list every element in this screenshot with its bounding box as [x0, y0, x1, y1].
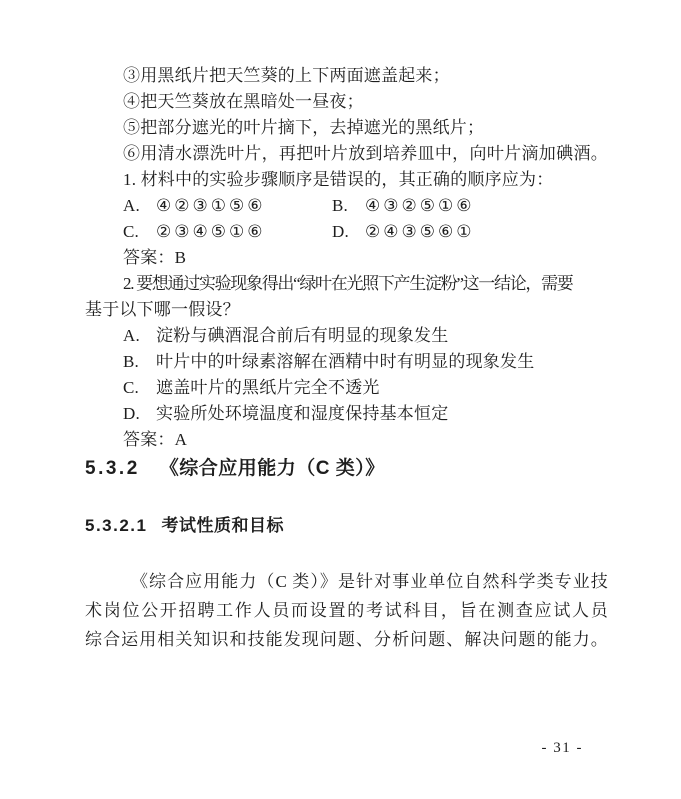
option-b	[85, 352, 534, 371]
option-c	[85, 222, 265, 241]
option-text: ②④③⑤⑥①	[365, 222, 475, 241]
question-2-option-b	[85, 349, 608, 375]
option-text: 遮盖叶片的黑纸片完全不透光	[156, 378, 380, 397]
option-d	[332, 219, 474, 245]
question-1-stem: 1. 材料中的实验步骤顺序是错误的，其正确的顺序应为：	[123, 170, 554, 189]
option-text: ②③④⑤①⑥	[156, 222, 266, 241]
option-a	[85, 326, 448, 345]
option-c	[85, 378, 380, 397]
option-text: ④②③①⑤⑥	[156, 196, 266, 215]
option-text: 叶片中的叶绿素溶解在酒精中时有明显的现象发生	[156, 352, 535, 371]
option-label: D.	[123, 404, 140, 423]
question-2-option-d	[85, 401, 608, 427]
question-2-stem-line-1: 2. 要想通过实验现象得出“绿叶在光照下产生淀粉”这一结论，需要	[123, 274, 573, 293]
option-label: B.	[123, 352, 139, 371]
experiment-step: ⑤把部分遮光的叶片摘下，去掉遮光的黑纸片；	[123, 118, 485, 137]
question-1-answer: 答案：B	[123, 248, 187, 267]
option-label: B.	[332, 196, 348, 215]
option-d	[85, 404, 448, 423]
question-2-stem-line-2: 基于以下哪一假设？	[85, 300, 240, 319]
question-1-options-row-1	[85, 193, 608, 219]
section-number: 5.3.2.1	[85, 516, 148, 535]
section-title: 考试性质和目标	[161, 516, 284, 535]
option-label: C.	[123, 378, 139, 397]
section-number: 5.3.2	[85, 458, 140, 479]
question-2-answer: 答案：A	[123, 430, 188, 449]
option-text: 淀粉与碘酒混合前后有明显的现象发生	[156, 326, 449, 345]
option-b	[332, 193, 474, 219]
experiment-step: ④把天竺葵放在黑暗处一昼夜；	[123, 92, 364, 111]
paragraph-line: 《综合应用能力（C 类）》是针对事业单位自然科学类专业技	[131, 572, 608, 591]
paragraph-line: 术岗位公开招聘工作人员而设置的考试科目，旨在测查应试人员	[85, 601, 608, 620]
option-text: 实验所处环境温度和湿度保持基本恒定	[156, 404, 449, 423]
intro-paragraph	[85, 567, 608, 654]
section-title: 《综合应用能力（C 类）》	[159, 458, 385, 479]
question-2-option-a	[85, 323, 608, 349]
page-number: - 31 -	[541, 740, 583, 756]
experiment-step: ③用黑纸片把天竺葵的上下两面遮盖起来；	[123, 66, 450, 85]
option-label: A.	[123, 196, 140, 215]
option-label: D.	[332, 222, 349, 241]
option-label: A.	[123, 326, 140, 345]
section-heading-5-3-2	[85, 456, 608, 481]
section-heading-5-3-2-1	[85, 515, 608, 537]
experiment-step: ⑥用清水漂洗叶片，再把叶片放到培养皿中，向叶片滴加碘酒。	[123, 144, 608, 163]
paragraph-line: 综合运用相关知识和技能发现问题、分析问题、解决问题的能力。	[85, 630, 608, 649]
question-1-options-row-2	[85, 219, 608, 245]
question-2-option-c	[85, 375, 608, 401]
option-label: C.	[123, 222, 139, 241]
option-text: ④③②⑤①⑥	[365, 196, 475, 215]
question-block	[85, 63, 608, 453]
option-a	[85, 196, 265, 215]
